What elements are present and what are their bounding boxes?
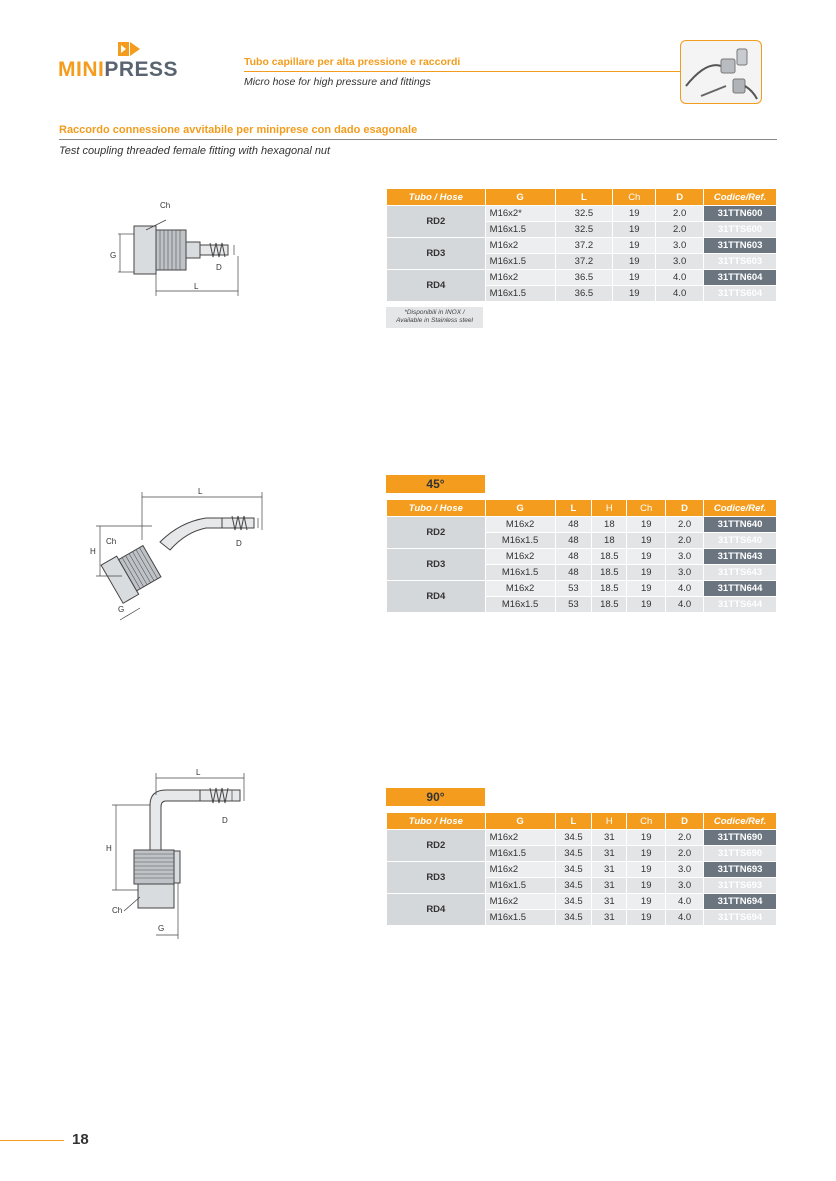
col-header: D	[666, 813, 704, 830]
cell: 19	[627, 846, 666, 862]
code-cell: 31TTN693	[704, 862, 777, 878]
cell: 3.0	[666, 862, 704, 878]
cell: M16x1.5	[485, 597, 555, 613]
header-divider	[244, 71, 680, 72]
table-row	[387, 238, 777, 254]
table-row	[387, 862, 777, 878]
cell: M16x1.5	[485, 846, 555, 862]
col-header: Codice/Ref.	[704, 813, 777, 830]
dim-label-d: D	[236, 539, 242, 548]
code-cell: 31TTN690	[704, 830, 777, 846]
code-cell: 31TTN604	[704, 270, 777, 286]
cell: 48	[555, 533, 592, 549]
cell: 4.0	[656, 286, 704, 302]
col-header: H	[592, 500, 627, 517]
cell: 48	[555, 549, 592, 565]
col-header: G	[485, 189, 555, 206]
cell: 32.5	[555, 206, 613, 222]
cell: M16x1.5	[485, 910, 555, 926]
cell: 31	[592, 910, 627, 926]
cell: 19	[627, 597, 666, 613]
code-cell: 31TTS643	[704, 565, 777, 581]
cell: 2.0	[666, 846, 704, 862]
cell: 19	[627, 581, 666, 597]
cell: 19	[627, 830, 666, 846]
drawing-45-fitting	[82, 480, 272, 630]
cell: M16x1.5	[485, 222, 555, 238]
page-number: 18	[72, 1131, 89, 1148]
dim-label-g: G	[158, 924, 165, 933]
cell: 19	[627, 894, 666, 910]
logo-mini: MINI	[58, 58, 105, 81]
col-header: Tubo / Hose	[387, 189, 486, 206]
cell: 34.5	[555, 862, 592, 878]
drawing-90-fitting	[100, 765, 260, 945]
col-header: D	[656, 189, 704, 206]
col-header: L	[555, 189, 613, 206]
cell: 34.5	[555, 846, 592, 862]
dim-label-d: D	[222, 816, 228, 825]
cell: 19	[627, 565, 666, 581]
dim-label-g: G	[110, 251, 117, 260]
cell: 2.0	[666, 533, 704, 549]
cell: 48	[555, 517, 592, 533]
code-cell: 31TTS644	[704, 597, 777, 613]
code-cell: 31TTN694	[704, 894, 777, 910]
cell: 19	[627, 533, 666, 549]
dim-label-h: H	[90, 547, 96, 556]
cell: 3.0	[656, 238, 704, 254]
code-cell: 31TTS604	[704, 286, 777, 302]
cell: 19	[613, 206, 656, 222]
code-cell: 31TTS600	[704, 222, 777, 238]
cell: M16x1.5	[485, 533, 555, 549]
drawing-straight-fitting	[100, 190, 260, 300]
logo-press: PRESS	[104, 58, 179, 81]
tube-cell: RD4	[387, 270, 486, 302]
cell: 18.5	[592, 597, 627, 613]
cell: 4.0	[666, 597, 704, 613]
cell: 19	[613, 254, 656, 270]
dim-label-h: H	[106, 844, 112, 853]
cell: M16x2	[485, 549, 555, 565]
col-header: L	[555, 813, 592, 830]
tube-cell: RD2	[387, 206, 486, 238]
cell: 3.0	[656, 254, 704, 270]
stainless-note	[386, 307, 483, 328]
header-title-en: Micro hose for high pressure and fittings	[244, 76, 431, 88]
cell: 19	[613, 286, 656, 302]
dim-label-d: D	[216, 263, 222, 272]
cell: 31	[592, 894, 627, 910]
cell: 19	[613, 238, 656, 254]
cell: 19	[627, 517, 666, 533]
header-title-it: Tubo capillare per alta pressione e raccordi	[244, 56, 461, 68]
cell: 31	[592, 862, 627, 878]
tube-cell: RD4	[387, 894, 486, 926]
section-title-en: Test coupling threaded female fitting with hexagonal nut	[59, 145, 331, 157]
code-cell: 31TTN643	[704, 549, 777, 565]
logo	[58, 58, 178, 82]
cell: 18.5	[592, 565, 627, 581]
cell: M16x2	[485, 830, 555, 846]
cell: 4.0	[666, 581, 704, 597]
col-header: Ch	[613, 189, 656, 206]
dim-label-l: L	[196, 768, 201, 777]
cell: 34.5	[555, 830, 592, 846]
cell: 34.5	[555, 894, 592, 910]
cell: M16x2	[485, 238, 555, 254]
code-cell: 31TTS694	[704, 910, 777, 926]
cell: 53	[555, 581, 592, 597]
table-row	[387, 517, 777, 533]
cell: 4.0	[656, 270, 704, 286]
code-cell: 31TTN644	[704, 581, 777, 597]
code-cell: 31TTS690	[704, 846, 777, 862]
cell: M16x1.5	[485, 565, 555, 581]
dim-label-l: L	[194, 282, 199, 291]
cell: 19	[613, 222, 656, 238]
table-row	[387, 830, 777, 846]
col-header: H	[592, 813, 627, 830]
cell: 34.5	[555, 878, 592, 894]
cell: 4.0	[666, 894, 704, 910]
cell: 2.0	[656, 222, 704, 238]
cell: 2.0	[666, 830, 704, 846]
cell: 36.5	[555, 286, 613, 302]
table-row	[387, 581, 777, 597]
cell: 37.2	[555, 238, 613, 254]
tube-cell: RD2	[387, 517, 486, 549]
table-row	[387, 894, 777, 910]
dim-label-ch: Ch	[160, 201, 171, 210]
table-row	[387, 549, 777, 565]
cell: 3.0	[666, 565, 704, 581]
cell: 19	[627, 549, 666, 565]
col-header: Ch	[627, 813, 666, 830]
code-cell: 31TTN640	[704, 517, 777, 533]
code-cell: 31TTN603	[704, 238, 777, 254]
cell: M16x2	[485, 581, 555, 597]
cell: 53	[555, 597, 592, 613]
dim-label-ch: Ch	[112, 906, 123, 915]
cell: 19	[613, 270, 656, 286]
cell: M16x2	[485, 517, 555, 533]
note-line: Available in Stainless steel	[396, 317, 473, 325]
code-cell: 31TTS693	[704, 878, 777, 894]
spec-table-45	[386, 499, 777, 613]
tube-cell: RD3	[387, 862, 486, 894]
col-header: Codice/Ref.	[704, 500, 777, 517]
spec-table-straight	[386, 188, 777, 302]
col-header: L	[555, 500, 592, 517]
col-header: G	[485, 500, 555, 517]
cell: 18	[592, 517, 627, 533]
dim-label-g: G	[118, 605, 125, 614]
cell: 31	[592, 830, 627, 846]
cell: M16x1.5	[485, 286, 555, 302]
cell: 3.0	[666, 549, 704, 565]
dim-label-l: L	[198, 487, 203, 496]
product-photo	[680, 40, 762, 104]
cell: 19	[627, 878, 666, 894]
cell: M16x1.5	[485, 254, 555, 270]
cell: 31	[592, 878, 627, 894]
cell: 3.0	[666, 878, 704, 894]
code-cell: 31TTN600	[704, 206, 777, 222]
tube-cell: RD3	[387, 549, 486, 581]
angle-label-45: 45°	[386, 475, 485, 493]
tube-cell: RD4	[387, 581, 486, 613]
cell: 36.5	[555, 270, 613, 286]
cell: 4.0	[666, 910, 704, 926]
cell: M16x2	[485, 862, 555, 878]
angle-label-90: 90°	[386, 788, 485, 806]
cell: M16x1.5	[485, 878, 555, 894]
cell: M16x2	[485, 894, 555, 910]
spec-table-90	[386, 812, 777, 926]
code-cell: 31TTS603	[704, 254, 777, 270]
cell: 19	[627, 862, 666, 878]
col-header: Tubo / Hose	[387, 813, 486, 830]
section-divider	[59, 139, 777, 140]
cell: 2.0	[666, 517, 704, 533]
table-row	[387, 270, 777, 286]
col-header: D	[666, 500, 704, 517]
dim-label-ch: Ch	[106, 537, 117, 546]
footer-rule	[0, 1140, 64, 1141]
cell: 19	[627, 910, 666, 926]
section-title-it: Raccordo connessione avvitabile per miniprese con dado esagonale	[59, 124, 418, 136]
tube-cell: RD3	[387, 238, 486, 270]
cell: 32.5	[555, 222, 613, 238]
cell: M16x2*	[485, 206, 555, 222]
note-line: *Disponibili in INOX /	[404, 309, 465, 316]
cell: 48	[555, 565, 592, 581]
cell: 18.5	[592, 549, 627, 565]
col-header: Ch	[627, 500, 666, 517]
cell: 18	[592, 533, 627, 549]
logo-mark-icon	[118, 42, 140, 56]
cell: 31	[592, 846, 627, 862]
table-row	[387, 206, 777, 222]
cell: 34.5	[555, 910, 592, 926]
tube-cell: RD2	[387, 830, 486, 862]
code-cell: 31TTS640	[704, 533, 777, 549]
cell: M16x2	[485, 270, 555, 286]
col-header: Codice/Ref.	[704, 189, 777, 206]
cell: 37.2	[555, 254, 613, 270]
col-header: G	[485, 813, 555, 830]
cell: 18.5	[592, 581, 627, 597]
cell: 2.0	[656, 206, 704, 222]
col-header: Tubo / Hose	[387, 500, 486, 517]
